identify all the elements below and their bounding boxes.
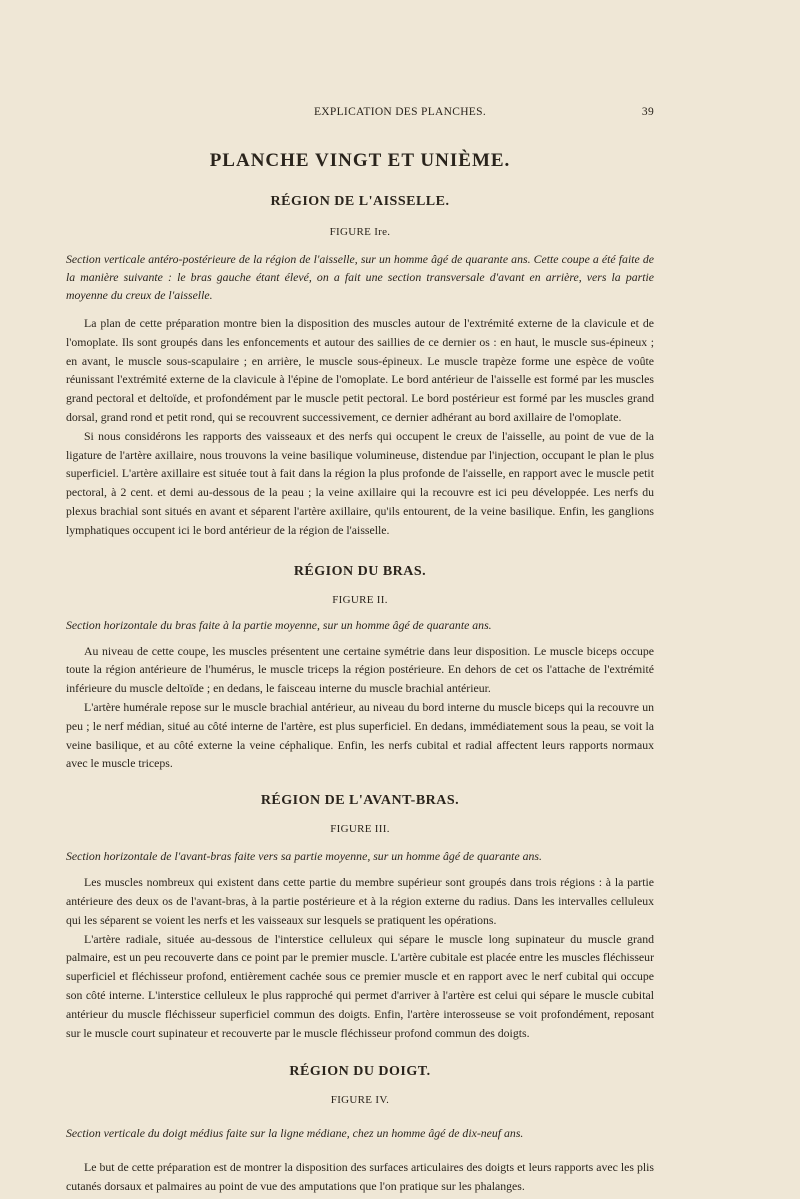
body-paragraph: Les muscles nombreux qui existent dans cette partie du membre supérieur sont groupés dans trois régions : à la partie antérieure des deux os de l'avant-bras, à la partie postérieure et à la région externe du radius. Dans les intervalles celluleux qui les séparent se voient les nerfs et les vaisseaux sur lesquels se pratiquent les opérations.: [66, 875, 654, 927]
figure-label: FIGURE IV.: [330, 1094, 390, 1107]
body-paragraph: Si nous considérons les rapports des vaisseaux et des nerfs qui occupent le creux de l'aisselle, au point de vue de la ligature de l'artère axillaire, nous trouvons la veine basilique volumineuse, distendue par l'injection, occupant le plan le plus superficiel. L'artère axillaire est située tout à fait dans la région la plus profonde de l'aisselle, en rapport avec le muscle petit pectoral, à 2 cent. et demi au-dessous de la peau ; la veine axillaire qui la recouvre est ici peu développée. Les nerfs du plexus brachial sont situés en avant et séparent l'artère axillaire, qu'ils entourent, de la veine basilique. Enfin, les ganglions lymphatiques occupent ici le bord antérieur de la région de l'aisselle.: [66, 428, 654, 537]
figure-caption: Section horizontale de l'avant-bras faite vers sa partie moyenne, sur un homme âgé de quarante ans.: [66, 849, 542, 864]
section-aisselle: [66, 194, 654, 540]
body-paragraph: Au niveau de cette coupe, les muscles présentent une certaine symétrie dans leur disposition. Le muscle biceps occupe toute la région antérieure de l'humérus, le muscle triceps la région postérieure. En dehors de cet os l'attache de l'extrémité inférieure du muscle deltoïde ; en dedans, le faisceau interne du muscle brachial antérieur.: [66, 643, 654, 696]
figure-label: FIGURE II.: [332, 593, 388, 606]
region-title: RÉGION DU BRAS.: [293, 563, 427, 579]
figure-label: FIGURE Ire.: [329, 226, 391, 238]
section-avant-bras: [66, 793, 654, 1042]
plate-title: PLANCHE VINGT ET UNIÈME.: [209, 150, 511, 171]
body-paragraph: L'artère humérale repose sur le muscle brachial antérieur, au niveau du bord interne du muscle biceps qui la recouvre un peu ; le nerf médian, situé au côté interne de l'artère, est plus superficiel. En dedans, immédiatement sous la peau, se voit la veine basilique, et au côté externe la veine céphalique. Enfin, les nerfs cubital et radial affectent leurs rapports normaux avec le muscle triceps.: [66, 699, 654, 771]
running-header: [0, 106, 800, 122]
figure-caption: Section verticale du doigt médius faite sur la ligne médiane, chez un homme âgé de dix-neuf ans.: [66, 1126, 524, 1141]
figure-label: FIGURE III.: [330, 823, 390, 836]
running-title: EXPLICATION DES PLANCHES.: [313, 106, 487, 118]
section-doigt: [66, 1064, 654, 1196]
body-paragraph: Le but de cette préparation est de montrer la disposition des surfaces articulaires des doigts et leurs rapports avec les plis cutanés dorsaux et palmaires au point de vue des amputations que l'on pratique sur les phalanges.: [66, 1160, 654, 1194]
region-title: RÉGION DE L'AISSELLE.: [270, 194, 450, 209]
page-number: 39: [641, 106, 654, 118]
figure-caption: Section verticale antéro-postérieure de la région de l'aisselle, sur un homme âgé de quarante ans. Cette coupe a été faite de la manière suivante : le bras gauche étant élevé, on a fait une section transversale d'avant en arrière, vers la partie moyenne du creux de l'aisselle.: [66, 252, 654, 302]
section-bras: [66, 564, 654, 774]
body-paragraph: La plan de cette préparation montre bien la disposition des muscles autour de l'extrémité externe de la clavicule et de l'omoplate. Ils sont groupés dans les enfoncements et autour des saillies de ce dernier os : en haut, le muscle sus-épineux ; en avant, le muscle sous-scapulaire ; en arrière, le muscle sous-épineux. Le muscle trapèze forme une espèce de voûte réunissant l'extrémité externe de la clavicule à l'épine de l'omoplate. Le bord antérieur de l'aisselle est formé par les muscles grand pectoral et deltoïde, et profondément par le muscle petit pectoral. Le bord postérieur est formé par les muscles grand dorsal, grand rond et petit rond, qui se recouvrent successivement, ce dernier adhérant au bord axillaire de l'omoplate.: [66, 316, 654, 424]
region-title: RÉGION DE L'AVANT-BRAS.: [260, 793, 460, 809]
page-content: [66, 150, 654, 1196]
figure-caption: Section horizontale du bras faite à la partie moyenne, sur un homme âgé de quarante ans.: [66, 617, 492, 632]
region-title: RÉGION DU DOIGT.: [289, 1064, 431, 1080]
body-paragraph: L'artère radiale, située au-dessous de l'interstice celluleux qui sépare le muscle long supinateur du muscle grand palmaire, est un peu recouverte dans ce point par le premier muscle. L'artère cubitale est placée entre les muscles fléchisseur superficiel et fléchisseur profond, entièrement cachée sous ce premier muscle et en rapport avec le nerf cubital qui occupe son côté interne. L'interstice celluleux le plus rapproché qui permet d'arriver à l'artère est celui qui sépare le muscle cubital antérieur du muscle fléchisseur superficiel commun des doigts. Enfin, l'artère interosseuse se voit profondément, reposant sur le muscle court supinateur et recouverte par le muscle fléchisseur profond commun des doigts.: [66, 931, 654, 1040]
